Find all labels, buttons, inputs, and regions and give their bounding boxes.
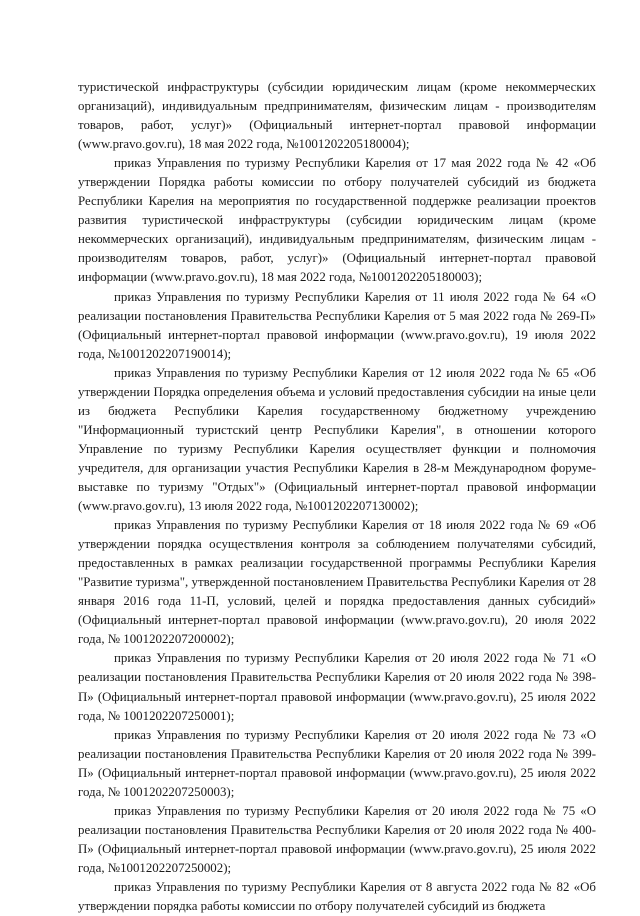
paragraph-order-73: приказ Управления по туризму Республики Карелия от 20 июля 2022 года № 73 «О реализации постановления Правительства Республики Карелия от 20 июля 2022 года № 399-П» (Официальный интернет-портал правовой информации (www.pravo.gov.ru), 25 июля 2022 года, № 1001202207250003); [78, 727, 596, 799]
paragraph-order-42: приказ Управления по туризму Республики Карелия от 17 мая 2022 года № 42 «Об утверждении Порядка работы комиссии по отбору получателей субсидий из бюджета Республики Карелия на мероприятия по государственной поддержке реализации проектов развития туристической инфраструктуры (субсидии юридическим лицам (кроме некоммерческих организаций), индивидуальным предпринимателям, физическим лицам - производителям товаров, работ, услуг)» (Официальный интернет-портал правовой информации (www.pravo.gov.ru), 18 мая 2022 года, №1001202205180003); [78, 156, 596, 285]
paragraph-continuation: туристической инфраструктуры (субсидии юридическим лицам (кроме некоммерческих организаций), индивидуальным предпринимателям, физическим лицам - производителям товаров, работ, услуг)» (Официальный интернет-портал правовой информации (www.pravo.gov.ru), 18 мая 2022 года, №1001202205180004); [78, 80, 596, 152]
paragraph-order-69: приказ Управления по туризму Республики Карелия от 18 июля 2022 года № 69 «Об утверждении порядка осуществления контроля за соблюдением получателями субсидий, предоставленных в рамках реализации государственной программы Республики Карелия "Развитие туризма", утвержденной постановлением Правительства Республики Карелия от 28 января 2016 года 11-П, условий, целей и порядка предоставления данных субсидий» (Официальный интернет-портал правовой информации (www.pravo.gov.ru), 20 июля 2022 года, № 1001202207200002); [78, 518, 596, 647]
paragraph-order-64: приказ Управления по туризму Республики Карелия от 11 июля 2022 года № 64 «О реализации постановления Правительства Республики Карелия от 5 мая 2022 года № 269-П» (Официальный интернет-портал правовой информации (www.pravo.gov.ru), 19 июля 2022 года, №1001202207190014); [78, 289, 596, 361]
paragraph-order-65: приказ Управления по туризму Республики Карелия от 12 июля 2022 года № 65 «Об утверждении Порядка определения объема и условий предоставления субсидии на иные цели из бюджета Республики Карелия государственному бюджетному учреждению "Информационный туристский центр Республики Карелия", в отношении которого Управление по туризму Республики Карелия осуществляет функции и полномочия учредителя, для организации участия Республики Карелия в 28-м Международном форуме-выставке по туризму "Отдых"» (Официальный интернет-портал правовой информации (www.pravo.gov.ru), 13 июля 2022 года, №1001202207130002); [78, 365, 596, 514]
paragraph-order-82: приказ Управления по туризму Республики Карелия от 8 августа 2022 года № 82 «Об утверждении порядка работы комиссии по отбору получателей субсидий из бюджета [78, 879, 596, 914]
paragraph-order-75: приказ Управления по туризму Республики Карелия от 20 июля 2022 года № 75 «О реализации постановления Правительства Республики Карелия от 20 июля 2022 года № 400-П» (Официальный интернет-портал правовой информации (www.pravo.gov.ru), 25 июля 2022 года, №1001202207250002); [78, 803, 596, 875]
document-page [78, 78, 596, 916]
paragraph-order-71: приказ Управления по туризму Республики Карелия от 20 июля 2022 года № 71 «О реализации постановления Правительства Республики Карелия от 20 июля 2022 года № 398-П» (Официальный интернет-портал правовой информации (www.pravo.gov.ru), 25 июля 2022 года, № 1001202207250001); [78, 651, 596, 723]
